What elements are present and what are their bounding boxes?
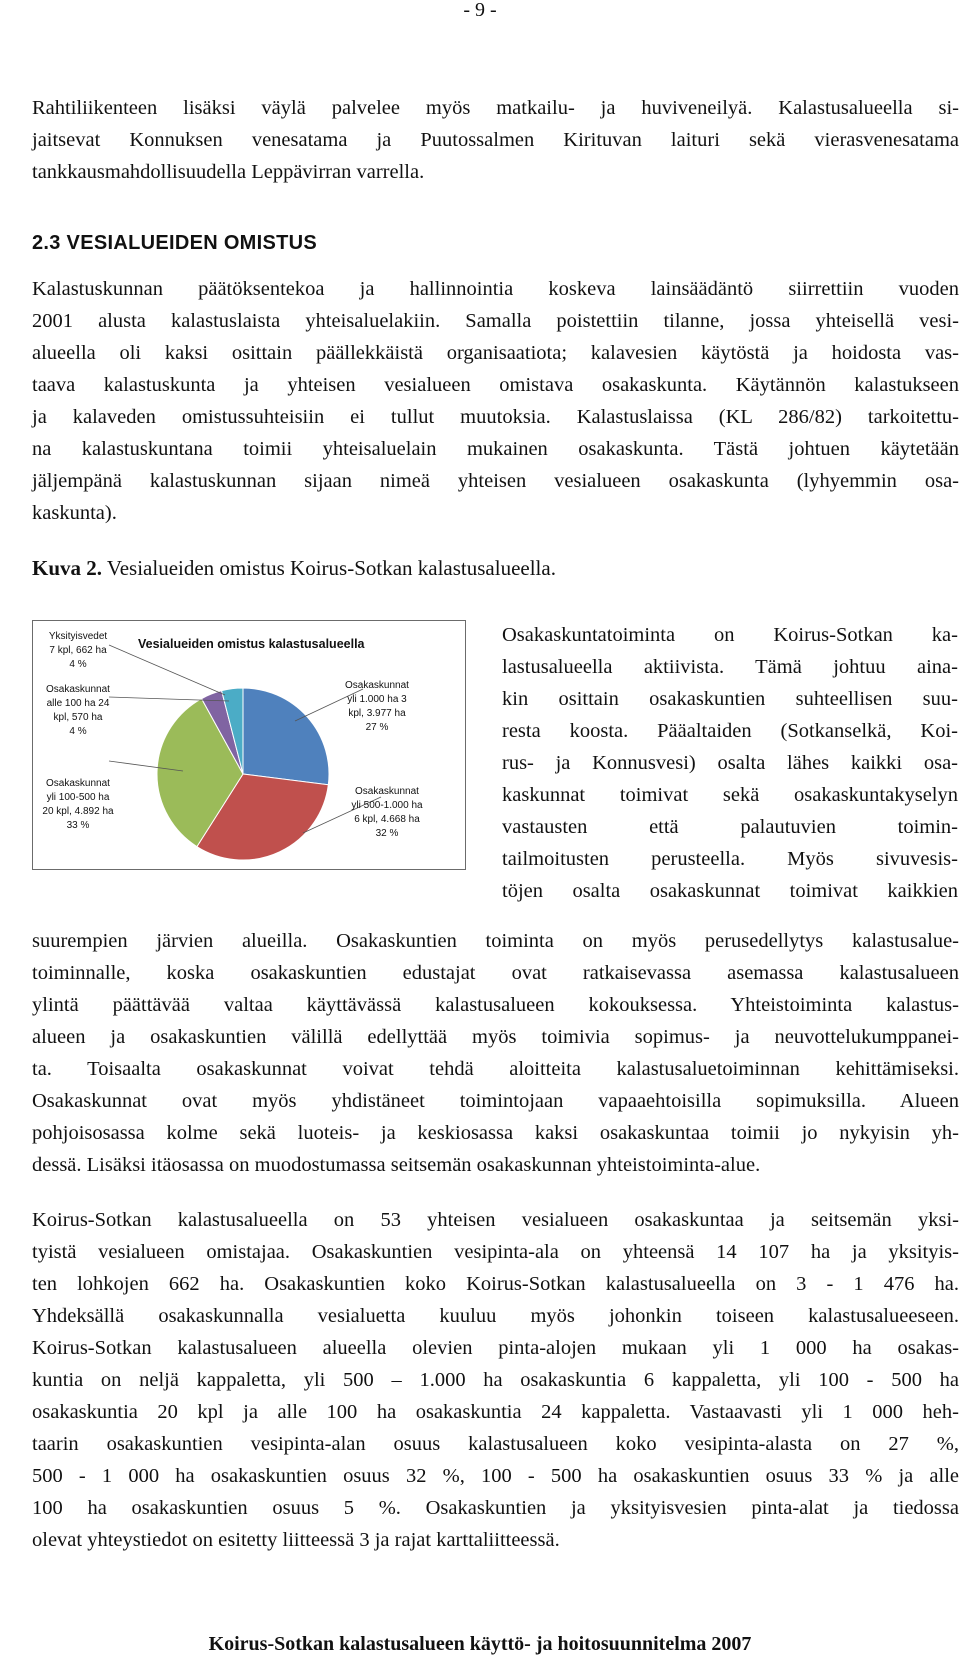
- text-line: Rahtiliikenteen lisäksi väylä palvelee myös matkailu- ja huviveneilyä. Kalastusalueella si-: [32, 97, 959, 119]
- text-line: ylintä päättävää valtaa käyttävässä kalastusalueen kokouksessa. Yhteistoiminta kalastus-: [32, 994, 959, 1016]
- slice-over-1000: [243, 688, 329, 785]
- text-line: taarin osakaskuntien vesipinta-alan osuus kalastusalueen koko vesipinta-alasta on 27 %,: [32, 1433, 959, 1455]
- intro-paragraph: [32, 92, 959, 188]
- figure-caption-label: Kuva 2.: [32, 556, 103, 580]
- section-heading: 2.3 VESIALUEIDEN OMISTUS: [32, 232, 318, 254]
- pie-chart: [32, 620, 466, 870]
- text-line: ta. Toisaalta osakaskunnat voivat tehdä aloitteita kalastusaluetoiminnan kehittämiseksi.: [32, 1058, 959, 1080]
- text-line: töjen osalta osakaskunnat toimivat kaikkien: [502, 880, 958, 902]
- text-line: Koirus-Sotkan kalastusalueella on 53 yhteisen vesialueen osakaskuntaa ja seitsemän yksi-: [32, 1209, 959, 1231]
- text-line: Osakaskuntatoiminta on Koirus-Sotkan ka-: [502, 624, 958, 646]
- text-line: kaskunta).: [32, 502, 117, 524]
- text-line: alueen ja osakaskuntien välillä edellyttää myös toimivia sopimus- ja neuvottelukumppanei-: [32, 1026, 959, 1048]
- text-line: kaskunnat toimivat sekä osakaskuntakyselyn: [502, 784, 958, 806]
- side-paragraph: [502, 619, 958, 907]
- text-line: kuntia on neljä kappaletta, yli 500 – 1.000 ha osakaskuntia 6 kappaletta, yli 100 - 500 ha: [32, 1369, 959, 1391]
- page-number: - 9 -: [463, 0, 497, 21]
- text-line: jäljempänä kalastuskunnan sijaan nimeä yhteisen vesialueen osakaskunta (lyhyemmin osa-: [32, 470, 959, 492]
- text-line: Koirus-Sotkan kalastusalueen alueella olevien pinta-alojen mukaan yli 1 000 ha osakas-: [32, 1337, 959, 1359]
- text-line: dessä. Lisäksi itäosassa on muodostumassa seitsemän osakaskunnan yhteistoiminta-alue.: [32, 1154, 761, 1176]
- text-line: vastausten että palautuvien toimin-: [502, 816, 958, 838]
- slice-label-private: Yksityisvedet 7 kpl, 662 ha 4 %: [48, 631, 108, 670]
- text-line: osakaskuntia 20 kpl ja alle 100 ha osakaskuntia 24 kappaletta. Vastaavasti yli 1 000 heh-: [32, 1401, 959, 1423]
- text-line: tailmoitusten perusteella. Myös sivuvesis-: [502, 848, 958, 870]
- text-line: Osakaskunnat ovat myös yhdistäneet toimintojaan vapaaehtoisilla sopimuksilla. Alueen: [32, 1090, 959, 1112]
- continued-paragraph: [32, 925, 959, 1181]
- text-line: toiminnalle, koska osakaskuntien edustajat ovat ratkaisevassa asemassa kalastusalueen: [32, 962, 959, 984]
- text-line: suurempien järvien alueilla. Osakaskuntien toiminta on myös perusedellytys kalastusalue-: [32, 930, 959, 952]
- page-footer: Koirus-Sotkan kalastusalueen käyttö- ja hoitosuunnitelma 2007: [208, 1633, 752, 1655]
- slice-label-500-1000: Osakaskunnat yli 500-1.000 ha 6 kpl, 4.668 ha 32 %: [351, 786, 423, 839]
- text-line: taava kalastuskunta ja yhteisen vesialueen omistava osakaskunta. Käytännön kalastukseen: [32, 374, 959, 396]
- text-line: na kalastuskuntana toimii yhteisaluelain mukainen osakaskunta. Tästä johtuen käytetään: [32, 438, 959, 460]
- text-line: pohjoisosassa kolme sekä luoteis- ja keskiosassa kaksi osakaskuntaa toimii jo nykyisin yh-: [32, 1122, 959, 1144]
- text-line: 2001 alusta kalastuslaista yhteisaluelakiin. Samalla poistettiin tilanne, jossa yhteisellä vesi-: [32, 310, 959, 332]
- final-paragraph: [32, 1204, 959, 1556]
- text-line: ja kalaveden omistussuhteisiin ei tullut muutoksia. Kalastuslaissa (KL 286/82) tarkoitettu-: [32, 406, 959, 428]
- figure-caption-text: Vesialueiden omistus Koirus-Sotkan kalastusalueella.: [102, 556, 556, 580]
- text-line: Kalastuskunnan päätöksentekoa ja hallinnointia koskeva lainsäädäntö siirrettiin vuoden: [32, 278, 959, 300]
- slice-label-under-100: Osakaskunnat alle 100 ha 24 kpl, 570 ha 4 %: [46, 684, 110, 737]
- text-line: tankkausmahdollisuudella Leppävirran varrella.: [32, 161, 425, 183]
- text-line: jaitsevat Konnuksen venesatama ja Puutossalmen Kirituvan laituri sekä vierasvenesatama: [32, 129, 959, 151]
- text-line: tyistä vesialueen omistajaa. Osakaskuntien vesipinta-ala on yhteensä 14 107 ha ja yksityis-: [32, 1241, 959, 1263]
- text-line: alueella oli kaksi osittain päällekkäistä organisaatiota; kalavesien käytöstä ja hoidosta vas-: [32, 342, 959, 364]
- text-line: resta koosta. Pääaltaiden (Sotkanselkä, Koi-: [502, 720, 958, 742]
- text-line: kin osittain osakaskuntien suhteellisen suu-: [502, 688, 958, 710]
- text-line: 100 ha osakaskuntien osuus 5 %. Osakaskuntien ja yksityisvesien pinta-alat ja tiedossa: [32, 1497, 959, 1519]
- text-line: rus- ja Konnusvesi) osalta lähes kaikki osa-: [502, 752, 958, 774]
- text-line: ten lohkojen 662 ha. Osakaskuntien koko Koirus-Sotkan kalastusalueella on 3 - 1 476 ha.: [32, 1273, 959, 1295]
- slice-label-100-500: Osakaskunnat yli 100-500 ha 20 kpl, 4.892 ha 33 %: [42, 778, 114, 831]
- text-line: 500 - 1 000 ha osakaskuntien osuus 32 %, 100 - 500 ha osakaskuntien osuus 33 % ja alle: [32, 1465, 959, 1487]
- section-paragraph: [32, 273, 959, 529]
- text-line: lastusalueella aktiivista. Tämä johtuu aina-: [502, 656, 958, 678]
- text-line: Yhdeksällä osakaskunnalla vesialuetta kuuluu myös johonkin toiseen kalastusalueeseen.: [32, 1305, 959, 1327]
- figure-caption: [32, 553, 556, 583]
- slice-label-over-1000: Osakaskunnat yli 1.000 ha 3 kpl, 3.977 ha 27 %: [345, 680, 409, 733]
- leader-line: [109, 645, 225, 695]
- chart-title: Vesialueiden omistus kalastusalueella: [138, 637, 365, 651]
- text-line: olevat yhteystiedot on esitetty liitteessä 3 ja rajat karttaliitteessä.: [32, 1529, 560, 1551]
